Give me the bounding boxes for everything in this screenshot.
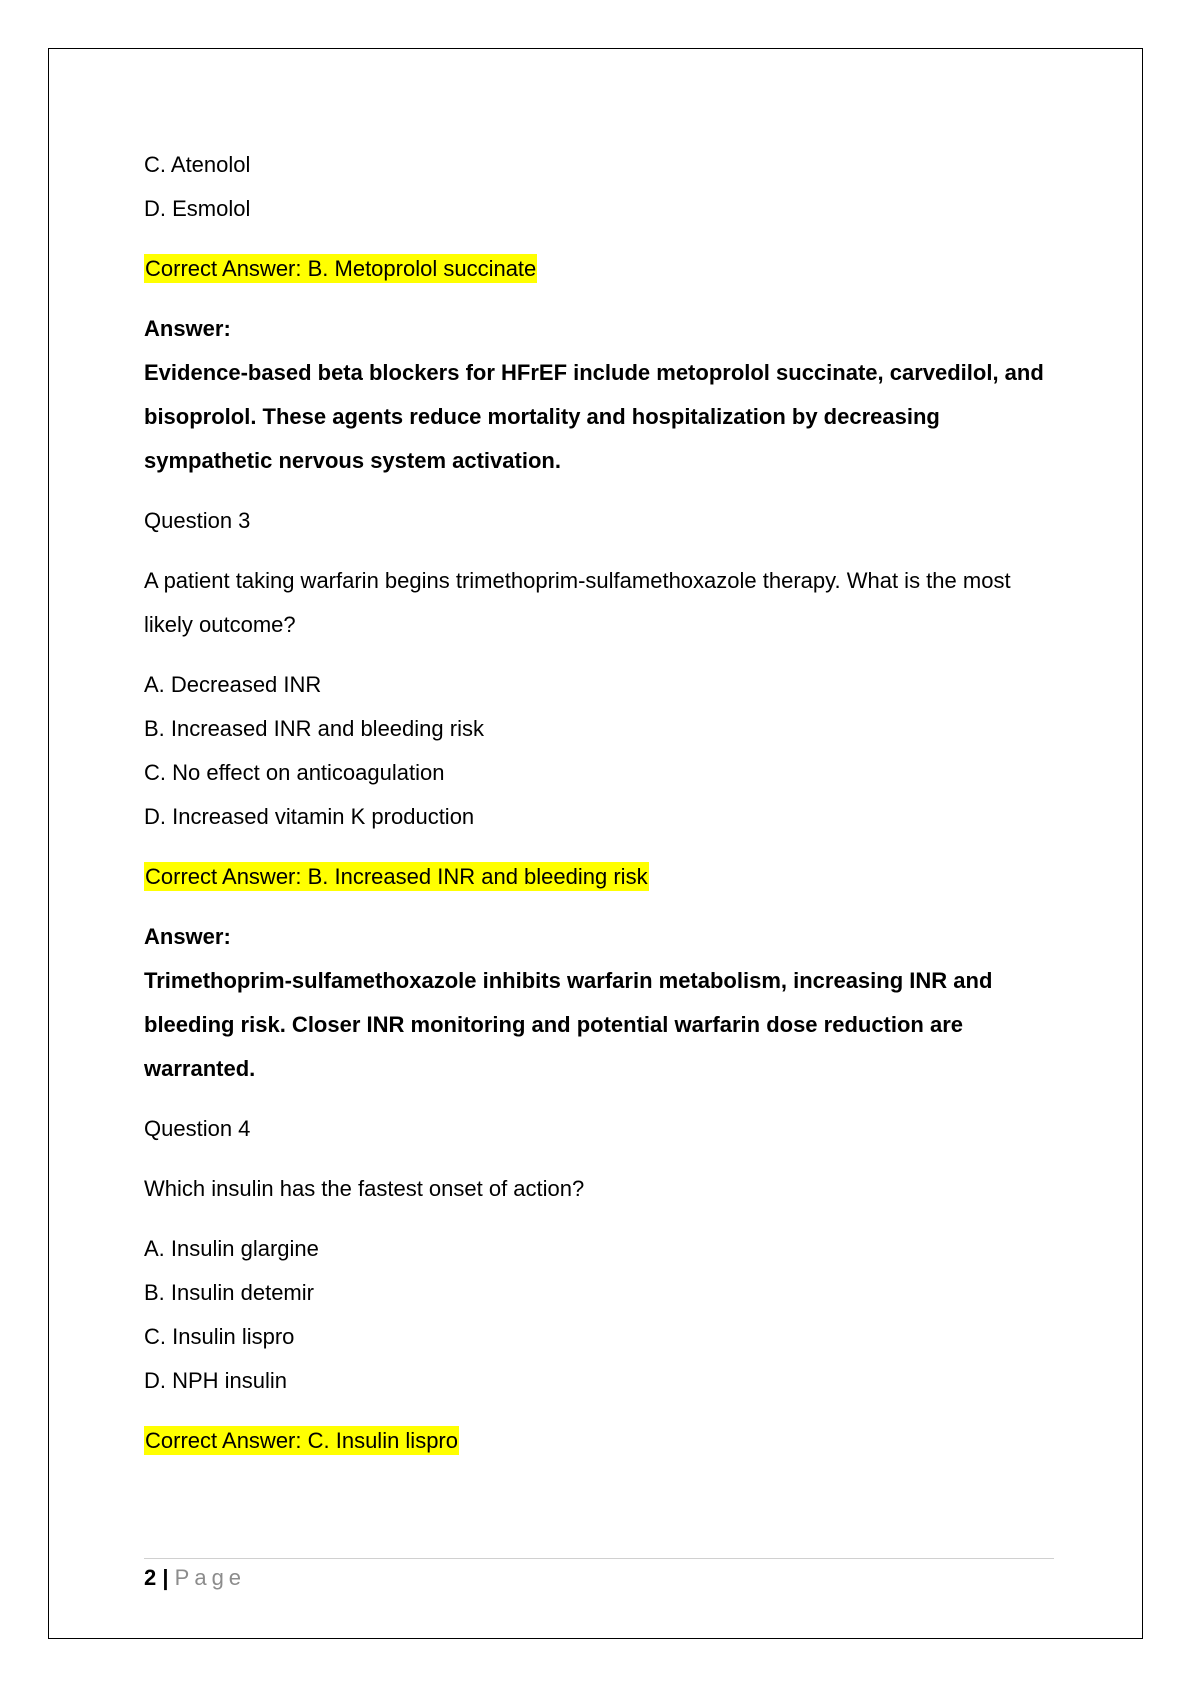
option-a: A. Insulin glargine [144, 1236, 319, 1261]
question-text-3: A patient taking warfarin begins trimethoprim-sulfamethoxazole therapy. What is the most likely outcome? [144, 568, 1011, 637]
question-heading-3: Question 3 [144, 508, 251, 533]
footer-separator: | [162, 1565, 169, 1590]
option-d: D. NPH insulin [144, 1368, 288, 1393]
correct-answer-highlight: Correct Answer: B. Increased INR and bleeding risk [145, 864, 648, 889]
document-body [144, 143, 1054, 1463]
answer-explanation: Trimethoprim-sulfamethoxazole inhibits warfarin metabolism, increasing INR and bleeding risk. Closer INR monitoring and potential warfarin dose reduction are warranted. [144, 968, 993, 1081]
answer-heading: Answer: [144, 924, 231, 949]
option-d: D. Esmolol [144, 196, 251, 221]
option-d: D. Increased vitamin K production [144, 804, 475, 829]
correct-answer-q2 [144, 247, 1054, 291]
footer-divider [144, 1558, 1054, 1559]
answer-heading: Answer: [144, 316, 231, 341]
page-label: Page [174, 1565, 247, 1590]
option-b: B. Increased INR and bleeding risk [144, 716, 484, 741]
correct-answer-q3 [144, 855, 1054, 899]
question-text-4: Which insulin has the fastest onset of action? [144, 1176, 585, 1201]
correct-answer-highlight: Correct Answer: C. Insulin lispro [145, 1428, 458, 1453]
answer-explanation: Evidence-based beta blockers for HFrEF include metoprolol succinate, carvedilol, and bisoprolol. These agents reduce mortality and hospitalization by decreasing sympathetic nervous system activation. [144, 360, 1044, 473]
page-footer [144, 1560, 246, 1596]
option-c: C. Atenolol [144, 152, 251, 177]
page-number: 2 [144, 1565, 157, 1590]
correct-answer-highlight: Correct Answer: B. Metoprolol succinate [145, 256, 537, 281]
option-c: C. Insulin lispro [144, 1324, 295, 1349]
option-c: C. No effect on anticoagulation [144, 760, 445, 785]
correct-answer-q4 [144, 1419, 1054, 1463]
option-a: A. Decreased INR [144, 672, 322, 697]
option-b: B. Insulin detemir [144, 1280, 314, 1305]
question-heading-4: Question 4 [144, 1116, 251, 1141]
